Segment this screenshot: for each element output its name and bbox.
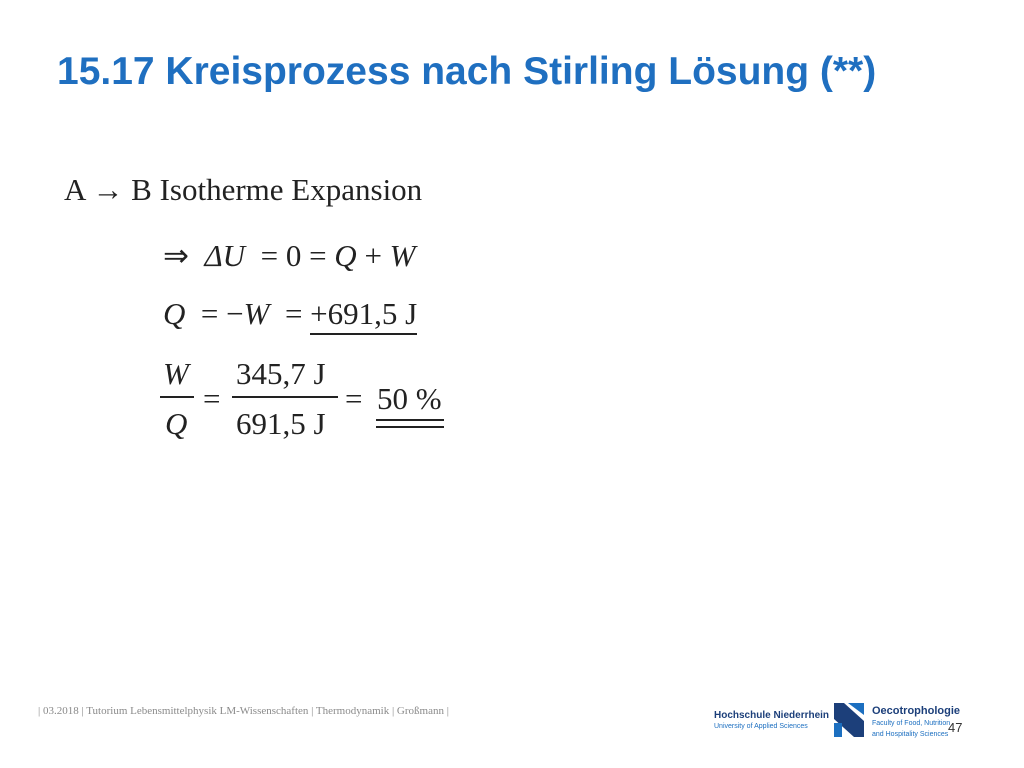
fraction-bar-left	[160, 396, 194, 398]
result-underline-top	[376, 419, 444, 421]
faculty-subtitle-line2: and Hospitality Sciences	[872, 731, 949, 738]
equals-sign: =	[284, 296, 303, 331]
equation-energy-balance	[163, 238, 416, 274]
plus-sign: +	[364, 238, 382, 273]
heat-symbol: Q	[163, 296, 186, 331]
work-symbol: W	[389, 238, 416, 273]
efficiency-result: 50 %	[377, 381, 442, 416]
fraction-denominator-q: Q	[165, 406, 188, 441]
equation-heat-work	[163, 296, 417, 332]
result-underline-bottom	[376, 426, 444, 428]
faculty-subtitle-line1: Faculty of Food, Nutrition	[872, 720, 951, 727]
equals-sign: =	[260, 238, 279, 273]
equals-sign: =	[345, 381, 363, 416]
delta-u: ΔU	[204, 238, 246, 273]
fraction-bar-right	[232, 396, 338, 398]
zero-value: 0	[285, 238, 302, 273]
slide-footer: | 03.2018 | Tutorium Lebensmittelphysik LM-Wissenschaften | Thermodynamik | Großmann |	[38, 705, 449, 717]
university-logo	[714, 710, 834, 730]
hsnr-logo-icon	[834, 703, 864, 737]
minus-sign: −	[226, 296, 244, 331]
equals-sign: =	[200, 296, 219, 331]
faculty-logo	[872, 705, 982, 739]
equals-sign: =	[309, 238, 327, 273]
university-subtitle: University of Applied Sciences	[714, 723, 808, 730]
implies-arrow: ⇒	[163, 238, 189, 273]
fraction-numerator-w: W	[163, 356, 189, 391]
university-name: Hochschule Niederrhein	[714, 710, 830, 721]
heat-value: +691,5 J	[310, 296, 417, 335]
heat-symbol: Q	[334, 238, 357, 273]
page-number: 47	[948, 720, 963, 735]
faculty-name: Oecotrophologie	[872, 705, 960, 717]
section-heading: A → B Isotherme Expansion	[64, 172, 423, 207]
fraction-numerator-value: 345,7 J	[236, 356, 326, 391]
work-symbol: W	[243, 296, 270, 331]
slide-title: 15.17 Kreisprozess nach Stirling Lösung (**)	[57, 50, 877, 93]
fraction-denominator-value: 691,5 J	[236, 406, 326, 441]
equals-sign: =	[203, 381, 221, 416]
